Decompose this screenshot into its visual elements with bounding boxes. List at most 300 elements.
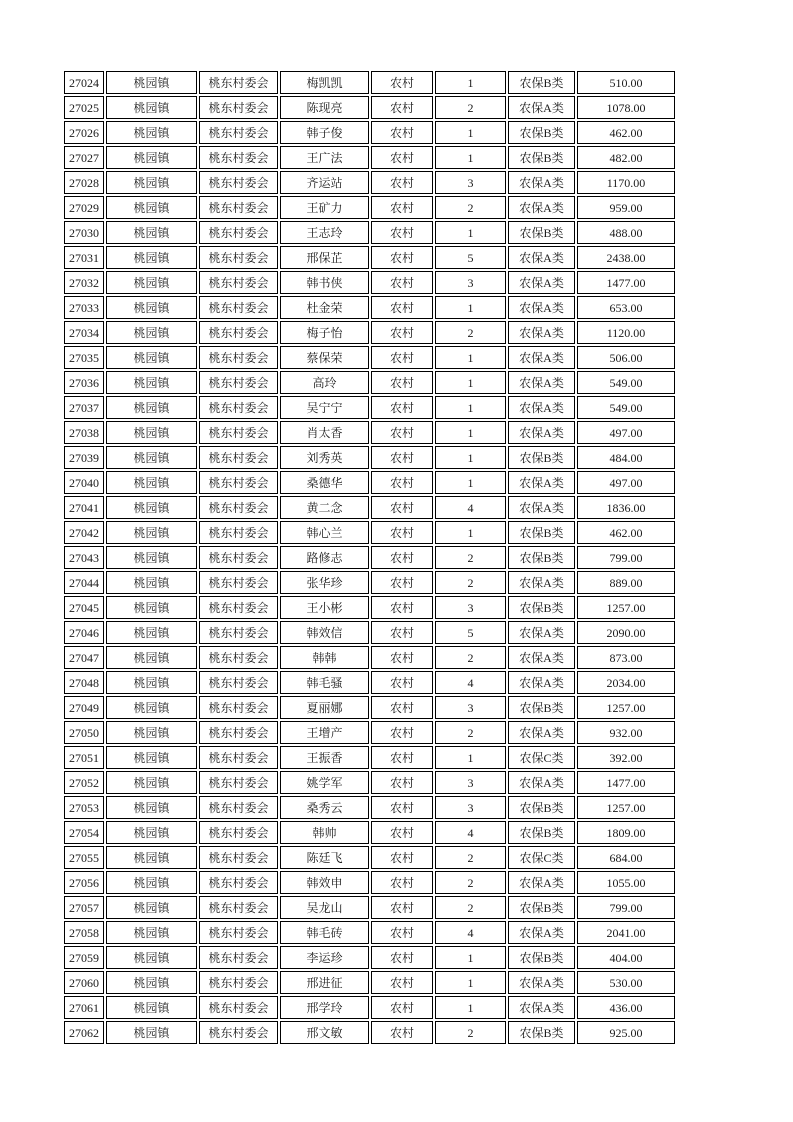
cell-person-count: 1 <box>435 471 506 494</box>
cell-residence-type: 农村 <box>371 271 433 294</box>
cell-residence-type: 农村 <box>371 371 433 394</box>
cell-residence-type: 农村 <box>371 321 433 344</box>
cell-insurance-class: 农保A类 <box>508 996 575 1019</box>
cell-insurance-class: 农保A类 <box>508 971 575 994</box>
cell-town: 桃园镇 <box>106 746 197 769</box>
cell-person-name: 夏丽娜 <box>280 696 369 719</box>
table-row <box>64 971 675 994</box>
cell-person-count: 2 <box>435 546 506 569</box>
cell-insurance-class: 农保A类 <box>508 671 575 694</box>
cell-residence-type: 农村 <box>371 621 433 644</box>
cell-record-id: 27038 <box>64 421 104 444</box>
cell-person-count: 2 <box>435 1021 506 1044</box>
table-row <box>64 846 675 869</box>
cell-town: 桃园镇 <box>106 346 197 369</box>
table-row <box>64 371 675 394</box>
cell-amount: 2090.00 <box>577 621 675 644</box>
cell-town: 桃园镇 <box>106 146 197 169</box>
table-row <box>64 871 675 894</box>
table-row <box>64 896 675 919</box>
cell-residence-type: 农村 <box>371 696 433 719</box>
cell-amount: 497.00 <box>577 421 675 444</box>
cell-person-count: 1 <box>435 421 506 444</box>
cell-person-name: 姚学军 <box>280 771 369 794</box>
cell-record-id: 27042 <box>64 521 104 544</box>
cell-person-count: 2 <box>435 646 506 669</box>
cell-person-name: 邢文敏 <box>280 1021 369 1044</box>
table-row <box>64 146 675 169</box>
cell-amount: 653.00 <box>577 296 675 319</box>
cell-insurance-class: 农保A类 <box>508 346 575 369</box>
cell-person-name: 桑秀云 <box>280 796 369 819</box>
cell-insurance-class: 农保B类 <box>508 796 575 819</box>
cell-town: 桃园镇 <box>106 621 197 644</box>
cell-residence-type: 农村 <box>371 771 433 794</box>
cell-record-id: 27052 <box>64 771 104 794</box>
cell-residence-type: 农村 <box>371 171 433 194</box>
cell-amount: 484.00 <box>577 446 675 469</box>
cell-person-name: 肖太香 <box>280 421 369 444</box>
cell-village-committee: 桃东村委会 <box>199 346 278 369</box>
cell-insurance-class: 农保B类 <box>508 946 575 969</box>
cell-town: 桃园镇 <box>106 996 197 1019</box>
cell-record-id: 27037 <box>64 396 104 419</box>
table-row <box>64 71 675 94</box>
cell-residence-type: 农村 <box>371 196 433 219</box>
cell-insurance-class: 农保C类 <box>508 846 575 869</box>
table-row <box>64 746 675 769</box>
cell-person-count: 5 <box>435 621 506 644</box>
cell-person-name: 王志玲 <box>280 221 369 244</box>
cell-village-committee: 桃东村委会 <box>199 521 278 544</box>
cell-person-count: 3 <box>435 171 506 194</box>
cell-amount: 1257.00 <box>577 596 675 619</box>
cell-town: 桃园镇 <box>106 646 197 669</box>
cell-record-id: 27035 <box>64 346 104 369</box>
cell-residence-type: 农村 <box>371 996 433 1019</box>
cell-person-name: 韩毛骚 <box>280 671 369 694</box>
cell-amount: 1809.00 <box>577 821 675 844</box>
cell-insurance-class: 农保A类 <box>508 471 575 494</box>
cell-person-name: 蔡保荣 <box>280 346 369 369</box>
cell-person-name: 韩书侠 <box>280 271 369 294</box>
cell-person-name: 吴龙山 <box>280 896 369 919</box>
cell-town: 桃园镇 <box>106 121 197 144</box>
cell-residence-type: 农村 <box>371 146 433 169</box>
cell-record-id: 27043 <box>64 546 104 569</box>
benefits-table <box>62 69 677 1046</box>
table-row <box>64 521 675 544</box>
cell-person-count: 1 <box>435 521 506 544</box>
cell-person-count: 2 <box>435 896 506 919</box>
cell-town: 桃园镇 <box>106 296 197 319</box>
cell-record-id: 27047 <box>64 646 104 669</box>
cell-residence-type: 农村 <box>371 221 433 244</box>
table-row <box>64 821 675 844</box>
cell-person-count: 1 <box>435 146 506 169</box>
cell-town: 桃园镇 <box>106 696 197 719</box>
cell-residence-type: 农村 <box>371 746 433 769</box>
cell-village-committee: 桃东村委会 <box>199 321 278 344</box>
cell-insurance-class: 农保B类 <box>508 896 575 919</box>
cell-person-name: 路修志 <box>280 546 369 569</box>
cell-town: 桃园镇 <box>106 196 197 219</box>
cell-record-id: 27060 <box>64 971 104 994</box>
cell-insurance-class: 农保B类 <box>508 221 575 244</box>
cell-amount: 482.00 <box>577 146 675 169</box>
cell-village-committee: 桃东村委会 <box>199 71 278 94</box>
cell-person-name: 王矿力 <box>280 196 369 219</box>
cell-person-name: 刘秀英 <box>280 446 369 469</box>
cell-person-name: 邢学玲 <box>280 996 369 1019</box>
cell-insurance-class: 农保B类 <box>508 1021 575 1044</box>
cell-record-id: 27049 <box>64 696 104 719</box>
cell-person-count: 3 <box>435 771 506 794</box>
cell-residence-type: 农村 <box>371 646 433 669</box>
cell-village-committee: 桃东村委会 <box>199 771 278 794</box>
cell-residence-type: 农村 <box>371 921 433 944</box>
cell-village-committee: 桃东村委会 <box>199 396 278 419</box>
table-row <box>64 196 675 219</box>
cell-residence-type: 农村 <box>371 521 433 544</box>
cell-record-id: 27024 <box>64 71 104 94</box>
cell-record-id: 27036 <box>64 371 104 394</box>
cell-village-committee: 桃东村委会 <box>199 546 278 569</box>
cell-insurance-class: 农保A类 <box>508 96 575 119</box>
cell-insurance-class: 农保A类 <box>508 921 575 944</box>
table-row <box>64 396 675 419</box>
cell-person-name: 高玲 <box>280 371 369 394</box>
cell-person-count: 4 <box>435 671 506 694</box>
cell-person-name: 王振香 <box>280 746 369 769</box>
table-row <box>64 546 675 569</box>
table-row <box>64 1021 675 1044</box>
cell-town: 桃园镇 <box>106 846 197 869</box>
cell-person-name: 齐运站 <box>280 171 369 194</box>
cell-amount: 799.00 <box>577 896 675 919</box>
cell-amount: 959.00 <box>577 196 675 219</box>
cell-town: 桃园镇 <box>106 821 197 844</box>
cell-record-id: 27062 <box>64 1021 104 1044</box>
table-row <box>64 996 675 1019</box>
cell-residence-type: 农村 <box>371 296 433 319</box>
cell-village-committee: 桃东村委会 <box>199 496 278 519</box>
cell-residence-type: 农村 <box>371 671 433 694</box>
cell-residence-type: 农村 <box>371 971 433 994</box>
cell-person-name: 韩毛砖 <box>280 921 369 944</box>
cell-record-id: 27039 <box>64 446 104 469</box>
cell-town: 桃园镇 <box>106 371 197 394</box>
cell-amount: 932.00 <box>577 721 675 744</box>
cell-village-committee: 桃东村委会 <box>199 121 278 144</box>
cell-person-count: 4 <box>435 921 506 944</box>
table-row <box>64 171 675 194</box>
cell-amount: 1170.00 <box>577 171 675 194</box>
cell-person-name: 桑德华 <box>280 471 369 494</box>
cell-village-committee: 桃东村委会 <box>199 971 278 994</box>
cell-person-count: 2 <box>435 571 506 594</box>
cell-residence-type: 农村 <box>371 896 433 919</box>
cell-village-committee: 桃东村委会 <box>199 996 278 1019</box>
cell-town: 桃园镇 <box>106 521 197 544</box>
cell-person-count: 5 <box>435 246 506 269</box>
cell-record-id: 27026 <box>64 121 104 144</box>
cell-village-committee: 桃东村委会 <box>199 896 278 919</box>
cell-amount: 873.00 <box>577 646 675 669</box>
cell-village-committee: 桃东村委会 <box>199 621 278 644</box>
cell-amount: 549.00 <box>577 396 675 419</box>
cell-record-id: 27051 <box>64 746 104 769</box>
cell-person-name: 张华珍 <box>280 571 369 594</box>
cell-residence-type: 农村 <box>371 471 433 494</box>
cell-person-count: 2 <box>435 321 506 344</box>
table-row <box>64 471 675 494</box>
cell-insurance-class: 农保A类 <box>508 296 575 319</box>
cell-village-committee: 桃东村委会 <box>199 721 278 744</box>
cell-amount: 925.00 <box>577 1021 675 1044</box>
cell-amount: 462.00 <box>577 521 675 544</box>
table-row <box>64 446 675 469</box>
cell-village-committee: 桃东村委会 <box>199 296 278 319</box>
cell-town: 桃园镇 <box>106 721 197 744</box>
cell-insurance-class: 农保A类 <box>508 646 575 669</box>
cell-record-id: 27032 <box>64 271 104 294</box>
cell-village-committee: 桃东村委会 <box>199 671 278 694</box>
cell-residence-type: 农村 <box>371 96 433 119</box>
cell-person-count: 1 <box>435 996 506 1019</box>
cell-record-id: 27058 <box>64 921 104 944</box>
cell-record-id: 27031 <box>64 246 104 269</box>
cell-amount: 1477.00 <box>577 271 675 294</box>
cell-person-count: 1 <box>435 396 506 419</box>
cell-record-id: 27025 <box>64 96 104 119</box>
cell-amount: 488.00 <box>577 221 675 244</box>
cell-insurance-class: 农保A类 <box>508 196 575 219</box>
cell-village-committee: 桃东村委会 <box>199 796 278 819</box>
cell-village-committee: 桃东村委会 <box>199 271 278 294</box>
table-row <box>64 596 675 619</box>
cell-person-name: 韩帅 <box>280 821 369 844</box>
table-row <box>64 246 675 269</box>
cell-town: 桃园镇 <box>106 396 197 419</box>
cell-town: 桃园镇 <box>106 671 197 694</box>
cell-person-count: 1 <box>435 746 506 769</box>
table-row <box>64 671 675 694</box>
cell-village-committee: 桃东村委会 <box>199 696 278 719</box>
cell-person-count: 4 <box>435 821 506 844</box>
cell-record-id: 27030 <box>64 221 104 244</box>
cell-village-committee: 桃东村委会 <box>199 571 278 594</box>
cell-person-name: 韩韩 <box>280 646 369 669</box>
cell-amount: 462.00 <box>577 121 675 144</box>
cell-amount: 510.00 <box>577 71 675 94</box>
cell-record-id: 27034 <box>64 321 104 344</box>
cell-person-name: 李运珍 <box>280 946 369 969</box>
cell-record-id: 27028 <box>64 171 104 194</box>
cell-residence-type: 农村 <box>371 421 433 444</box>
cell-insurance-class: 农保A类 <box>508 271 575 294</box>
cell-village-committee: 桃东村委会 <box>199 821 278 844</box>
cell-village-committee: 桃东村委会 <box>199 921 278 944</box>
cell-village-committee: 桃东村委会 <box>199 246 278 269</box>
cell-amount: 1055.00 <box>577 871 675 894</box>
cell-person-name: 韩效申 <box>280 871 369 894</box>
cell-insurance-class: 农保A类 <box>508 871 575 894</box>
cell-village-committee: 桃东村委会 <box>199 1021 278 1044</box>
cell-town: 桃园镇 <box>106 221 197 244</box>
table-row <box>64 921 675 944</box>
cell-record-id: 27054 <box>64 821 104 844</box>
cell-amount: 392.00 <box>577 746 675 769</box>
cell-residence-type: 农村 <box>371 571 433 594</box>
cell-insurance-class: 农保A类 <box>508 721 575 744</box>
cell-insurance-class: 农保B类 <box>508 596 575 619</box>
cell-amount: 889.00 <box>577 571 675 594</box>
cell-amount: 1257.00 <box>577 796 675 819</box>
cell-record-id: 27033 <box>64 296 104 319</box>
table-row <box>64 346 675 369</box>
cell-insurance-class: 农保B类 <box>508 146 575 169</box>
cell-insurance-class: 农保B类 <box>508 546 575 569</box>
cell-insurance-class: 农保A类 <box>508 246 575 269</box>
cell-village-committee: 桃东村委会 <box>199 596 278 619</box>
cell-residence-type: 农村 <box>371 846 433 869</box>
cell-residence-type: 农村 <box>371 796 433 819</box>
cell-person-count: 1 <box>435 296 506 319</box>
cell-residence-type: 农村 <box>371 721 433 744</box>
table-row <box>64 421 675 444</box>
cell-person-name: 邢保芷 <box>280 246 369 269</box>
cell-person-name: 黄二念 <box>280 496 369 519</box>
cell-record-id: 27040 <box>64 471 104 494</box>
cell-person-name: 梅子怡 <box>280 321 369 344</box>
cell-town: 桃园镇 <box>106 871 197 894</box>
cell-town: 桃园镇 <box>106 271 197 294</box>
cell-person-count: 1 <box>435 346 506 369</box>
cell-record-id: 27041 <box>64 496 104 519</box>
cell-record-id: 27048 <box>64 671 104 694</box>
table-row <box>64 571 675 594</box>
cell-insurance-class: 农保A类 <box>508 171 575 194</box>
cell-town: 桃园镇 <box>106 796 197 819</box>
cell-record-id: 27046 <box>64 621 104 644</box>
cell-record-id: 27059 <box>64 946 104 969</box>
cell-amount: 1477.00 <box>577 771 675 794</box>
cell-record-id: 27045 <box>64 596 104 619</box>
cell-person-count: 3 <box>435 796 506 819</box>
cell-town: 桃园镇 <box>106 71 197 94</box>
cell-amount: 1120.00 <box>577 321 675 344</box>
cell-person-count: 1 <box>435 946 506 969</box>
cell-town: 桃园镇 <box>106 246 197 269</box>
cell-amount: 684.00 <box>577 846 675 869</box>
table-row <box>64 296 675 319</box>
cell-residence-type: 农村 <box>371 396 433 419</box>
cell-insurance-class: 农保C类 <box>508 746 575 769</box>
cell-town: 桃园镇 <box>106 921 197 944</box>
table-row <box>64 771 675 794</box>
cell-amount: 1078.00 <box>577 96 675 119</box>
cell-person-name: 邢进征 <box>280 971 369 994</box>
cell-person-count: 1 <box>435 971 506 994</box>
cell-person-count: 2 <box>435 721 506 744</box>
table-row <box>64 496 675 519</box>
cell-village-committee: 桃东村委会 <box>199 171 278 194</box>
cell-amount: 404.00 <box>577 946 675 969</box>
cell-amount: 436.00 <box>577 996 675 1019</box>
cell-record-id: 27057 <box>64 896 104 919</box>
cell-residence-type: 农村 <box>371 871 433 894</box>
cell-insurance-class: 农保B类 <box>508 121 575 144</box>
cell-village-committee: 桃东村委会 <box>199 146 278 169</box>
cell-amount: 549.00 <box>577 371 675 394</box>
cell-person-count: 2 <box>435 871 506 894</box>
table-row <box>64 696 675 719</box>
cell-amount: 2041.00 <box>577 921 675 944</box>
table-row <box>64 271 675 294</box>
cell-village-committee: 桃东村委会 <box>199 446 278 469</box>
cell-town: 桃园镇 <box>106 321 197 344</box>
cell-residence-type: 农村 <box>371 1021 433 1044</box>
cell-insurance-class: 农保A类 <box>508 496 575 519</box>
cell-residence-type: 农村 <box>371 946 433 969</box>
cell-person-name: 梅凯凯 <box>280 71 369 94</box>
cell-residence-type: 农村 <box>371 496 433 519</box>
cell-record-id: 27027 <box>64 146 104 169</box>
cell-town: 桃园镇 <box>106 771 197 794</box>
cell-insurance-class: 农保A类 <box>508 321 575 344</box>
cell-town: 桃园镇 <box>106 546 197 569</box>
cell-residence-type: 农村 <box>371 121 433 144</box>
cell-residence-type: 农村 <box>371 71 433 94</box>
cell-residence-type: 农村 <box>371 246 433 269</box>
cell-village-committee: 桃东村委会 <box>199 96 278 119</box>
cell-residence-type: 农村 <box>371 596 433 619</box>
table-row <box>64 796 675 819</box>
cell-record-id: 27044 <box>64 571 104 594</box>
cell-person-count: 4 <box>435 496 506 519</box>
cell-town: 桃园镇 <box>106 896 197 919</box>
cell-amount: 497.00 <box>577 471 675 494</box>
cell-person-count: 2 <box>435 196 506 219</box>
cell-person-count: 2 <box>435 846 506 869</box>
cell-town: 桃园镇 <box>106 421 197 444</box>
cell-record-id: 27056 <box>64 871 104 894</box>
cell-insurance-class: 农保B类 <box>508 521 575 544</box>
cell-town: 桃园镇 <box>106 571 197 594</box>
cell-person-count: 2 <box>435 96 506 119</box>
cell-insurance-class: 农保B类 <box>508 696 575 719</box>
cell-amount: 799.00 <box>577 546 675 569</box>
cell-village-committee: 桃东村委会 <box>199 946 278 969</box>
cell-insurance-class: 农保B类 <box>508 71 575 94</box>
cell-insurance-class: 农保B类 <box>508 446 575 469</box>
cell-town: 桃园镇 <box>106 96 197 119</box>
cell-town: 桃园镇 <box>106 1021 197 1044</box>
table-body <box>64 71 675 1044</box>
cell-person-count: 3 <box>435 596 506 619</box>
cell-person-count: 1 <box>435 221 506 244</box>
cell-person-count: 3 <box>435 696 506 719</box>
cell-insurance-class: 农保A类 <box>508 621 575 644</box>
cell-village-committee: 桃东村委会 <box>199 371 278 394</box>
cell-person-name: 王广法 <box>280 146 369 169</box>
cell-town: 桃园镇 <box>106 971 197 994</box>
cell-town: 桃园镇 <box>106 471 197 494</box>
cell-town: 桃园镇 <box>106 596 197 619</box>
cell-person-name: 王小彬 <box>280 596 369 619</box>
cell-town: 桃园镇 <box>106 946 197 969</box>
